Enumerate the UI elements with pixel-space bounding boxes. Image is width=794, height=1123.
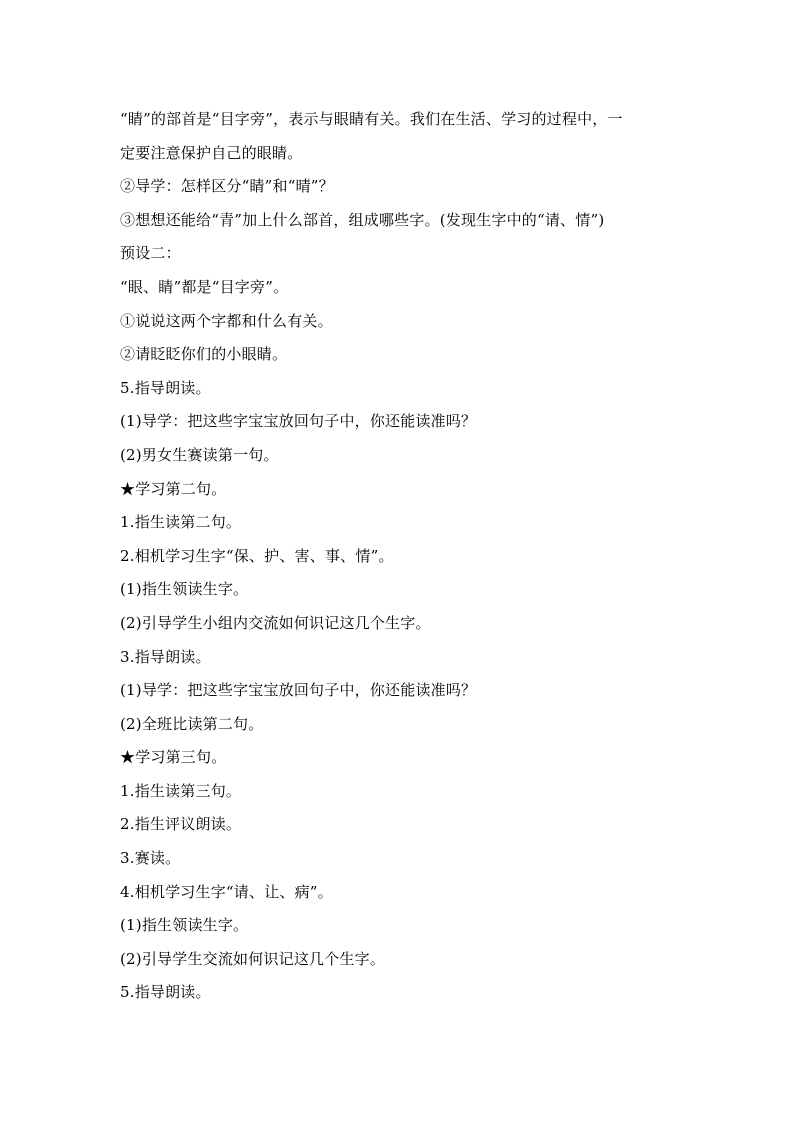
text-line: (1)导学：把这些字宝宝放回句子中，你还能读准吗？ <box>120 412 477 431</box>
text-line: 2.指生评议朗读。 <box>120 815 242 834</box>
text-line: (2)引导学生交流如何识记这几个生字。 <box>120 949 386 968</box>
text-line: 1.指生读第三句。 <box>120 781 242 800</box>
text-line: (2)引导学生小组内交流如何识记这几个生字。 <box>120 613 431 632</box>
document-body <box>120 103 680 1010</box>
text-line: 1.指生读第二句。 <box>120 513 242 532</box>
text-line: (2)男女生赛读第一句。 <box>120 445 279 464</box>
text-line: “眼、睛”都是“目字旁”。 <box>120 277 289 296</box>
text-line: ②导学：怎样区分“睛”和“晴”？ <box>120 177 334 196</box>
text-line: 4.相机学习生字“请、让、病”。 <box>120 882 333 901</box>
text-line: ★学习第三句。 <box>120 748 227 767</box>
text-line: 5.指导朗读。 <box>120 378 211 397</box>
text-line: 预设二： <box>120 244 181 263</box>
text-line: ★学习第二句。 <box>120 479 227 498</box>
text-line: (1)导学：把这些字宝宝放回句子中，你还能读准吗？ <box>120 681 477 700</box>
text-line: 定要注意保护自己的眼睛。 <box>120 143 303 162</box>
text-line: (1)指生领读生字。 <box>120 580 249 599</box>
text-line: 3.赛读。 <box>120 849 181 868</box>
text-line: (2)全班比读第二句。 <box>120 714 264 733</box>
text-line: 3.指导朗读。 <box>120 647 211 666</box>
text-line: 5.指导朗读。 <box>120 983 211 1002</box>
text-line: ③想想还能给“青”加上什么部首，组成哪些字。(发现生字中的“请、情”) <box>120 210 605 229</box>
text-line: (1)指生领读生字。 <box>120 916 249 935</box>
text-line: ②请眨眨你们的小眼睛。 <box>120 345 288 364</box>
text-line: 2.相机学习生字“保、护、害、事、情”。 <box>120 546 394 565</box>
text-line: “睛”的部首是“目字旁”，表示与眼睛有关。我们在生活、学习的过程中，一 <box>120 110 623 128</box>
text-line: ①说说这两个字都和什么有关。 <box>120 311 333 330</box>
